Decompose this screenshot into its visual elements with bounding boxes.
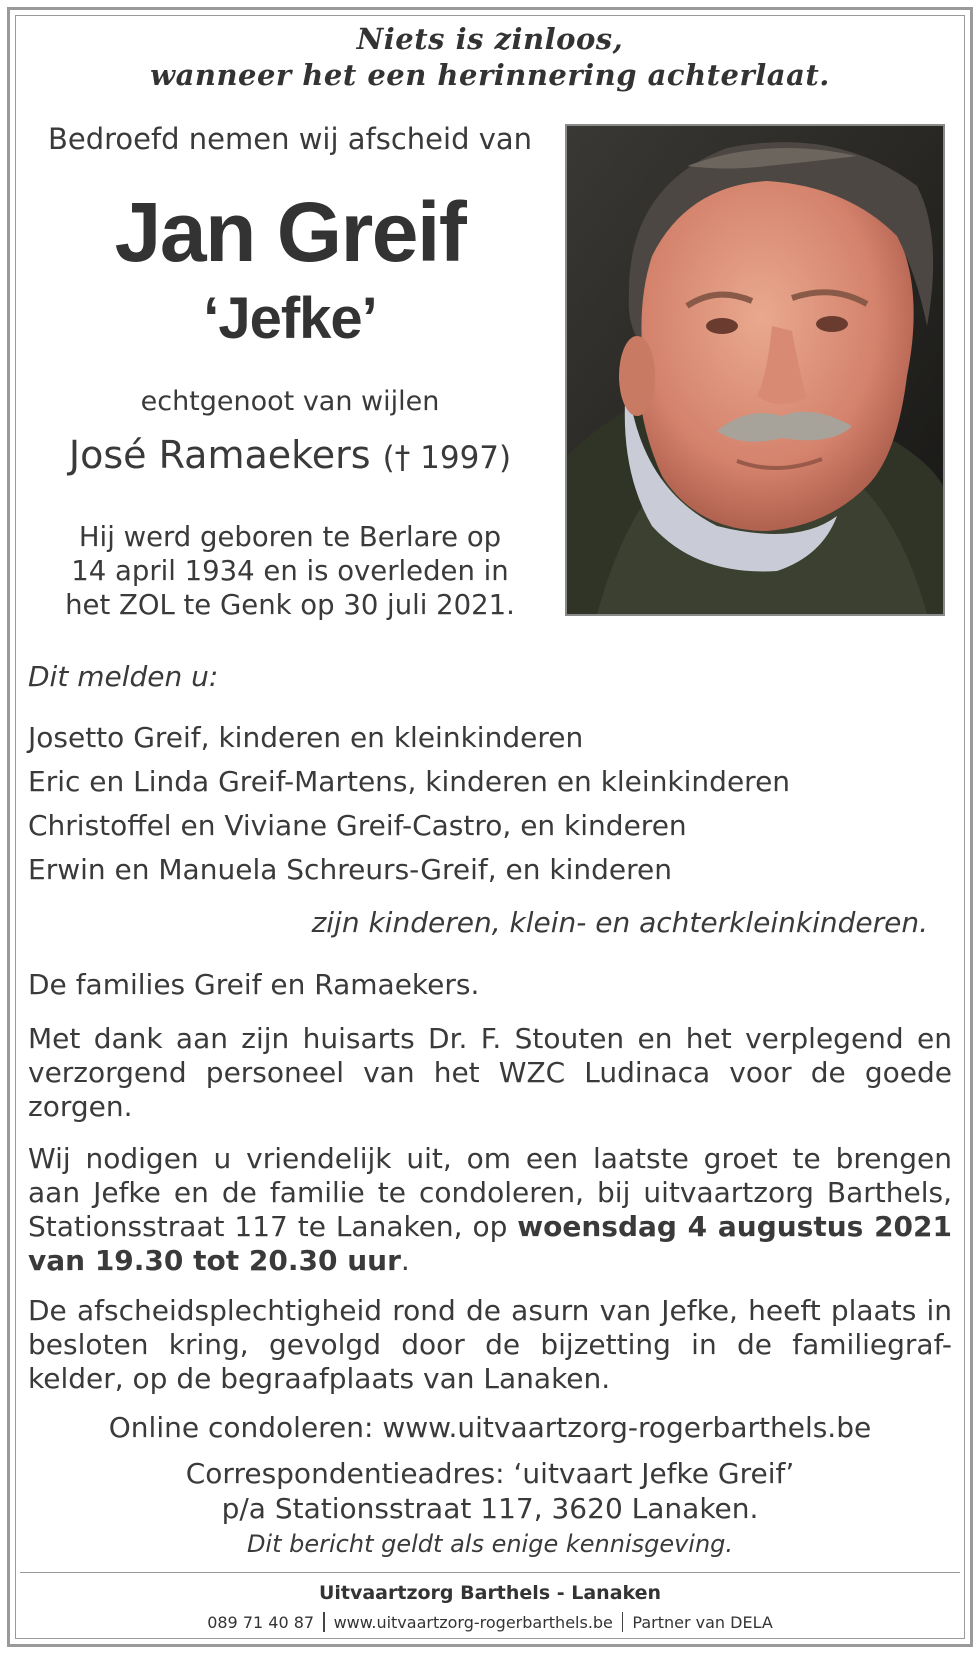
spouse-line bbox=[30, 433, 550, 477]
deceased-portrait-photo bbox=[565, 124, 945, 616]
announcers-summary: zijn kinderen, klein- en achterkleinkinderen. bbox=[311, 906, 928, 939]
invitation-text: Wij nodigen u vriendelijk uit, om een laatste groet te brengen aan Jefke en de familie te condoleren, bij uitvaartzorg Barthels, Stationsstraat 117 te Lanaken, op bbox=[28, 1142, 952, 1243]
deceased-nickname: ‘Jefke’ bbox=[203, 286, 377, 351]
other-families: De families Greif en Ramaekers. bbox=[28, 968, 480, 1001]
portrait-illustration bbox=[567, 126, 943, 614]
thanks-paragraph: Met dank aan zijn huisarts Dr. F. Stouten en het verplegend en verzorgend personeel van het WZC Ludinaca voor de goede zorgen. bbox=[28, 1022, 952, 1123]
invitation-paragraph bbox=[28, 1142, 952, 1278]
birth-death-line-2: 14 april 1934 en is overleden in bbox=[71, 555, 509, 587]
footer-divider bbox=[20, 1572, 960, 1573]
correspondence-line-2: p/a Stationsstraat 117, 3620 Lanaken. bbox=[221, 1492, 759, 1525]
intro-text: Bedroefd nemen wij afscheid van bbox=[47, 122, 533, 156]
invitation-end: . bbox=[400, 1244, 410, 1277]
announcers-heading: Dit melden u: bbox=[28, 660, 219, 693]
list-item: Christoffel en Viviane Greif-Castro, en kinderen bbox=[28, 809, 687, 842]
list-item: Eric en Linda Greif-Martens, kinderen en kleinkinderen bbox=[28, 765, 791, 798]
birth-death-line-3: het ZOL te Genk op 30 juli 2021. bbox=[65, 589, 515, 621]
birth-death-line-1: Hij werd geboren te Berlare op bbox=[78, 521, 502, 553]
footer-contact bbox=[0, 1612, 980, 1632]
correspondence-line-1: Correspondentieadres: ‘uitvaart Jefke Greif’ bbox=[185, 1457, 795, 1490]
footer-website: www.uitvaartzorg-rogerbarthels.be bbox=[333, 1613, 613, 1632]
footer-partner: Partner van DELA bbox=[632, 1613, 773, 1632]
footer-firm-name: Uitvaartzorg Barthels - Lanaken bbox=[318, 1582, 662, 1604]
birth-death-info bbox=[30, 520, 550, 622]
visitation-datetime: woensdag 4 augustus 2021 van 19.30 tot 20.30 uur bbox=[28, 1210, 952, 1277]
online-condolence: Online condoleren: www.uitvaartzorg-rogerbarthels.be bbox=[108, 1411, 872, 1444]
deceased-name: Jan Greif bbox=[114, 185, 466, 279]
notice-text: Dit bericht geldt als enige kennisgeving. bbox=[246, 1530, 734, 1558]
footer-separator bbox=[323, 1612, 325, 1632]
footer-separator bbox=[622, 1612, 624, 1632]
spouse-label: echtgenoot van wijlen bbox=[140, 386, 440, 417]
list-item: Josetto Greif, kinderen en kleinkinderen bbox=[28, 721, 584, 754]
list-item: Erwin en Manuela Schreurs-Greif, en kinderen bbox=[28, 853, 673, 886]
motto-line-2: wanneer het een herinnering achterlaat. bbox=[150, 58, 830, 92]
motto-line-1: Niets is zinloos, bbox=[356, 22, 624, 56]
ceremony-paragraph: De afscheidsplechtigheid rond de asurn van Jefke, heeft plaats in besloten kring, gevolgd door de bijzetting in de familiegraf-kelder, op de begraafplaats van Lanaken. bbox=[28, 1294, 952, 1395]
announcers-list bbox=[28, 716, 952, 892]
footer-phone: 089 71 40 87 bbox=[207, 1613, 315, 1632]
spouse-death-year: († 1997) bbox=[382, 440, 512, 476]
correspondence-address bbox=[0, 1456, 980, 1526]
spouse-name: José Ramaekers bbox=[68, 433, 371, 477]
